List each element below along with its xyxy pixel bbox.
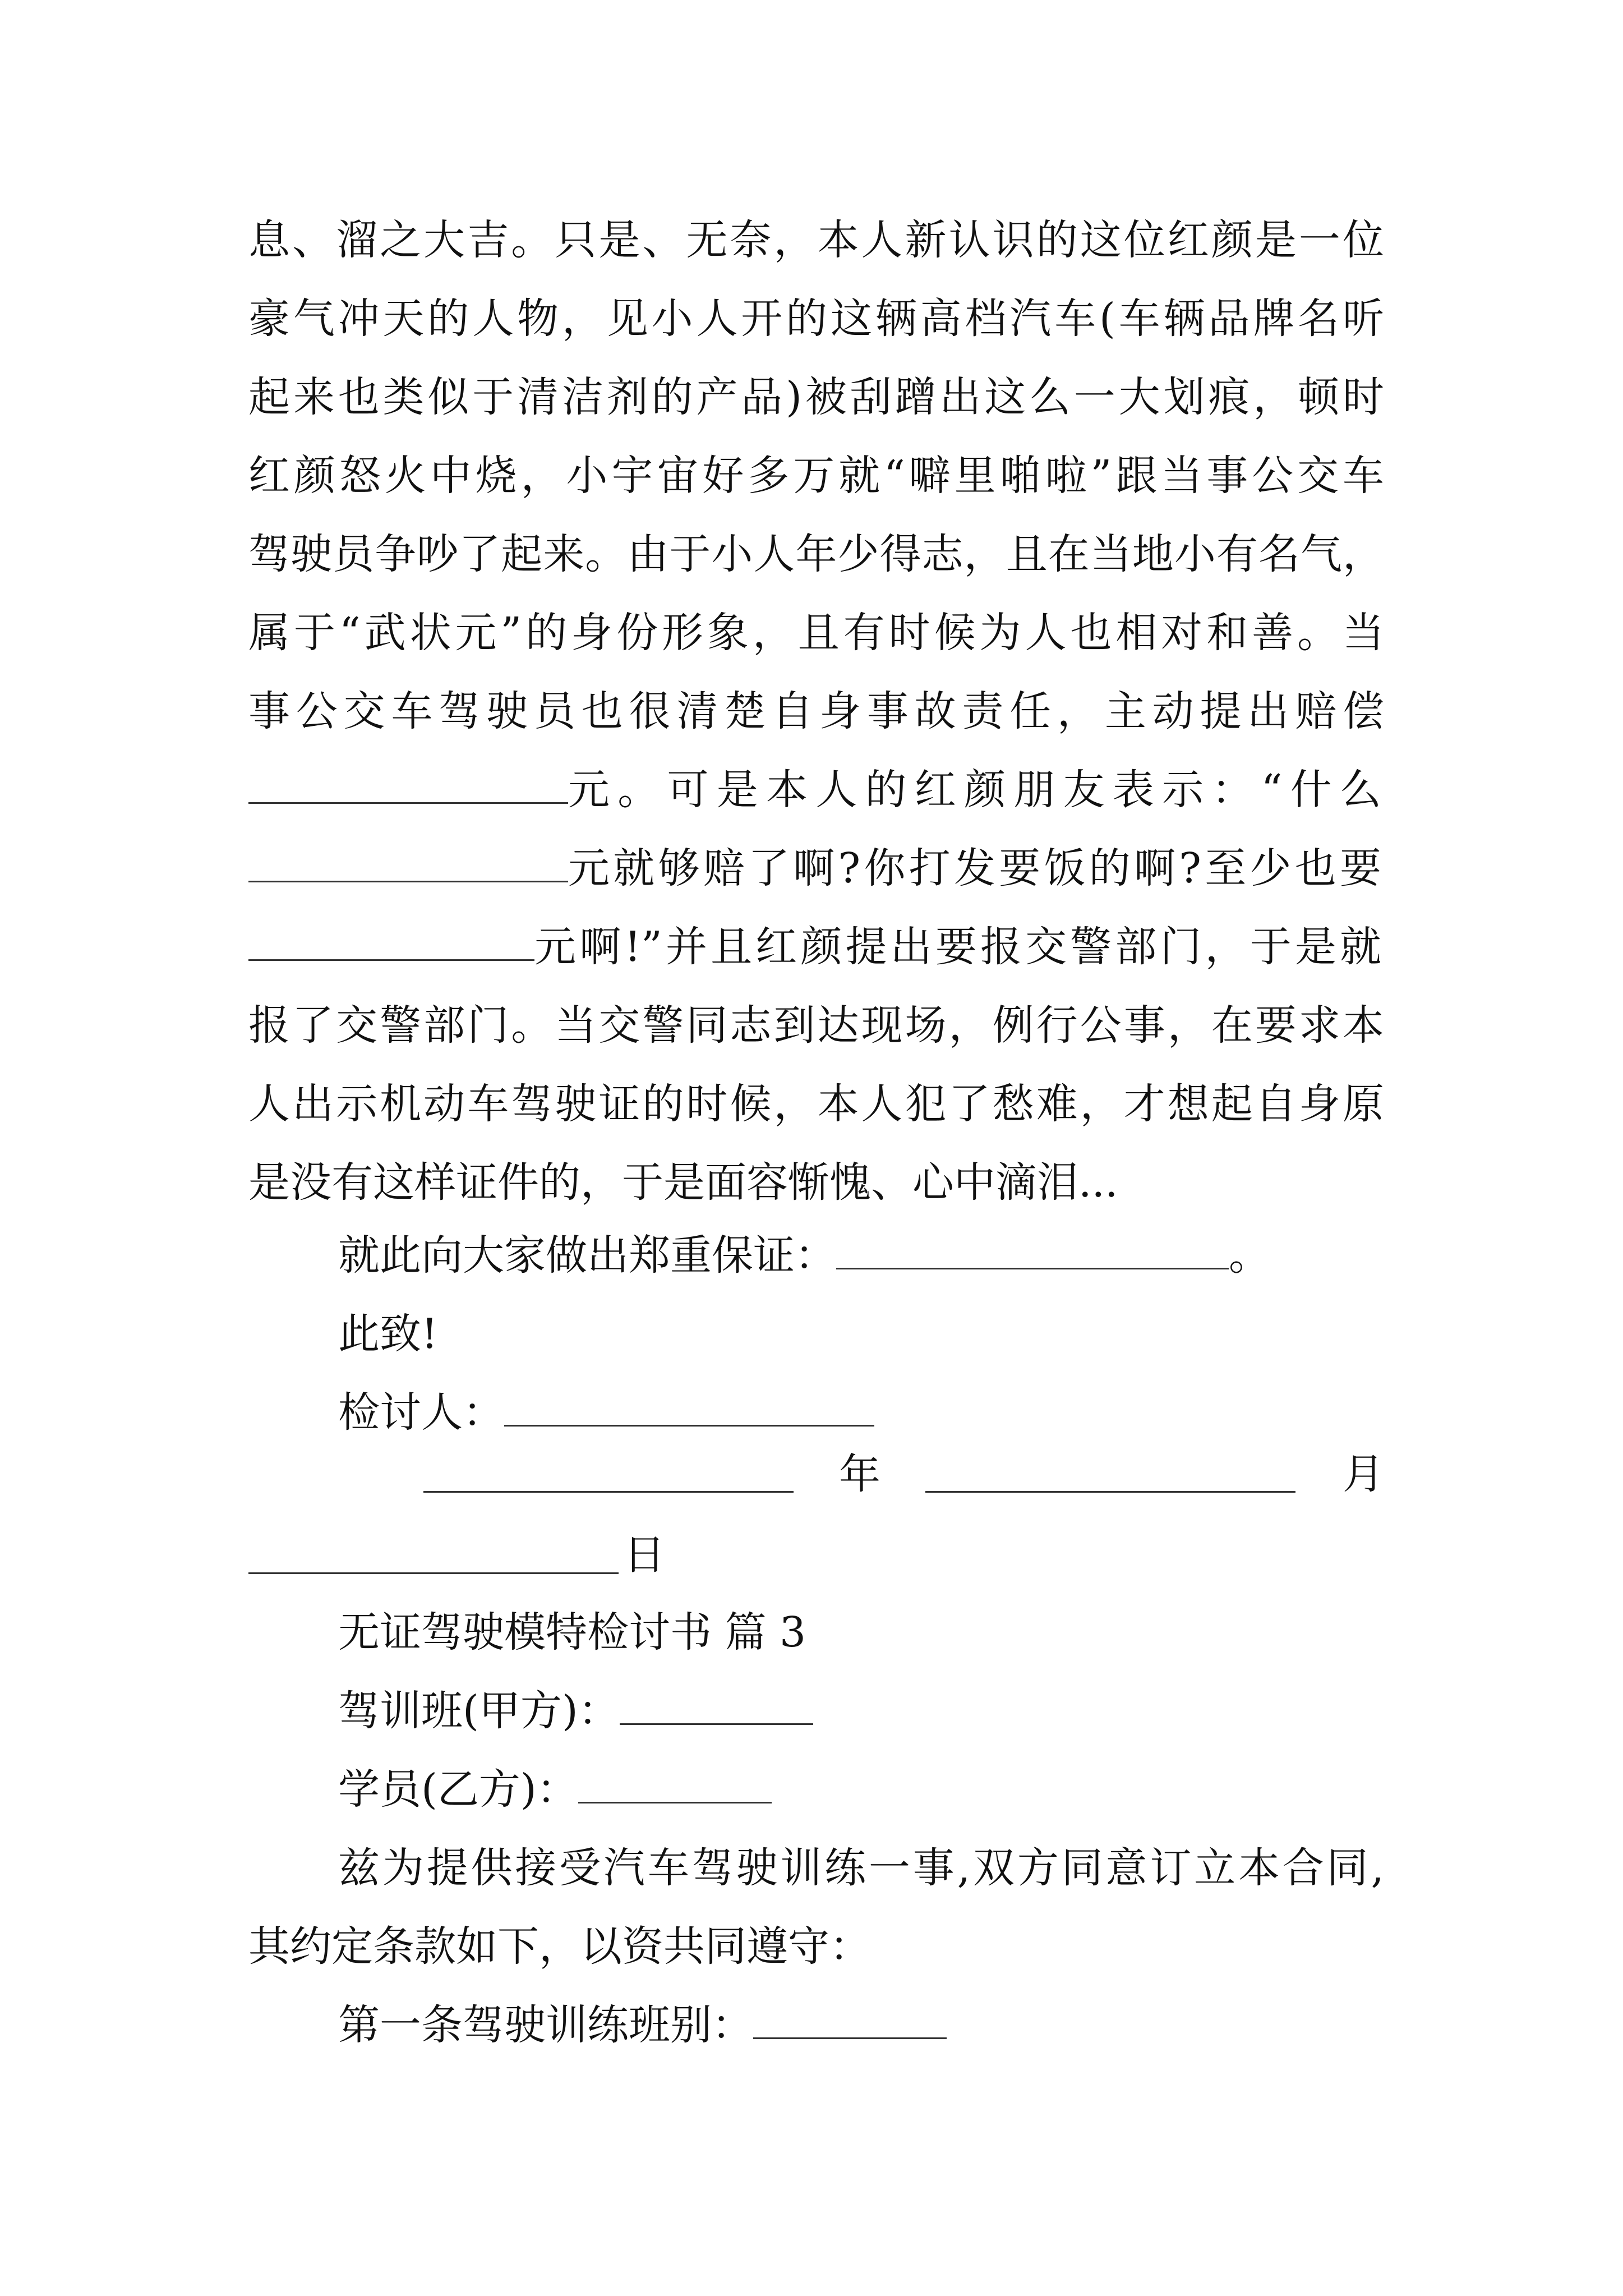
blank-field-signer[interactable] bbox=[504, 1375, 874, 1427]
blank-field-amount-offered[interactable] bbox=[248, 753, 568, 804]
paragraph-text: 元啊!”并且红颜提出要报交警部门，于是就 bbox=[534, 923, 1381, 971]
paragraph-line: 驾驶员争吵了起来。由于小人年少得志，且在当地小有名气， bbox=[248, 530, 1384, 578]
blank-field-party-b[interactable] bbox=[578, 1752, 772, 1803]
intro-line: 其约定条款如下，以资共同遵守： bbox=[248, 1922, 871, 1971]
blank-field-year[interactable] bbox=[423, 1491, 794, 1493]
day-label: 日 bbox=[624, 1531, 665, 1579]
guarantee-line bbox=[338, 1216, 1384, 1295]
intro-line: 兹为提供接受汽车驾驶训练一事,双方同意订立本合同, bbox=[338, 1844, 1384, 1892]
party-b-line bbox=[338, 1750, 1384, 1829]
guarantee-end: 。 bbox=[1229, 1231, 1270, 1280]
article-label: 第一条驾驶训练班别： bbox=[338, 2001, 753, 2049]
year-label: 年 bbox=[839, 1450, 880, 1498]
guarantee-text: 就此向大家做出郑重保证： bbox=[338, 1231, 836, 1280]
blank-field-party-a[interactable] bbox=[620, 1674, 813, 1725]
blank-field-class[interactable] bbox=[753, 1988, 947, 2039]
paragraph-line: 息、溜之大吉。只是、无奈，本人新认识的这位红颜是一位 bbox=[248, 216, 1384, 264]
blank-field-day[interactable] bbox=[248, 1572, 619, 1574]
paragraph-line: 红颜怒火中烧，小宇宙好多万就“噼里啪啦”跟当事公交车 bbox=[248, 452, 1384, 500]
paragraph-line: 是没有这样证件的，于是面容惭愧、心中滴泪... bbox=[248, 1158, 1118, 1207]
party-b-label: 学员(乙方)： bbox=[338, 1765, 578, 1814]
paragraph-line bbox=[248, 908, 1384, 986]
paragraph-line: 人出示机动车驾驶证的时候，本人犯了愁难，才想起自身原 bbox=[248, 1080, 1384, 1128]
blank-field-month[interactable] bbox=[925, 1491, 1295, 1493]
closing-salutation: 此致! bbox=[338, 1310, 438, 1358]
party-a-line bbox=[338, 1672, 1384, 1750]
blank-field-amount-demanded[interactable] bbox=[248, 910, 534, 961]
blank-field-amount-questioned[interactable] bbox=[248, 831, 568, 882]
paragraph-line: 豪气冲天的人物，见小人开的这辆高档汽车(车辆品牌名听 bbox=[248, 295, 1384, 343]
paragraph-line: 事公交车驾驶员也很清楚自身事故责任，主动提出赔偿 bbox=[248, 687, 1384, 735]
party-a-label: 驾训班(甲方)： bbox=[338, 1687, 620, 1735]
section-title: 无证驾驶模特检讨书 篇 3 bbox=[338, 1608, 806, 1657]
paragraph-text: 元就够赔了啊?你打发要饭的啊?至少也要 bbox=[568, 844, 1381, 892]
paragraph-line bbox=[248, 751, 1384, 829]
paragraph-line: 起来也类似于清洁剂的产品)被刮蹭出这么一大划痕，顿时 bbox=[248, 373, 1384, 421]
signer-label: 检讨人： bbox=[338, 1388, 504, 1437]
paragraph-line: 报了交警部门。当交警同志到达现场，例行公事，在要求本 bbox=[248, 1001, 1384, 1050]
paragraph-text: 元。可是本人的红颜朋友表示：“什么 bbox=[568, 766, 1381, 814]
month-label: 月 bbox=[1343, 1450, 1384, 1498]
signer-line bbox=[338, 1373, 1384, 1452]
paragraph-line: 属于“武状元”的身份形象，且有时候为人也相对和善。当 bbox=[248, 609, 1384, 657]
article-line bbox=[338, 1986, 1384, 2064]
blank-field-guarantee[interactable] bbox=[836, 1218, 1229, 1269]
paragraph-line bbox=[248, 829, 1384, 908]
